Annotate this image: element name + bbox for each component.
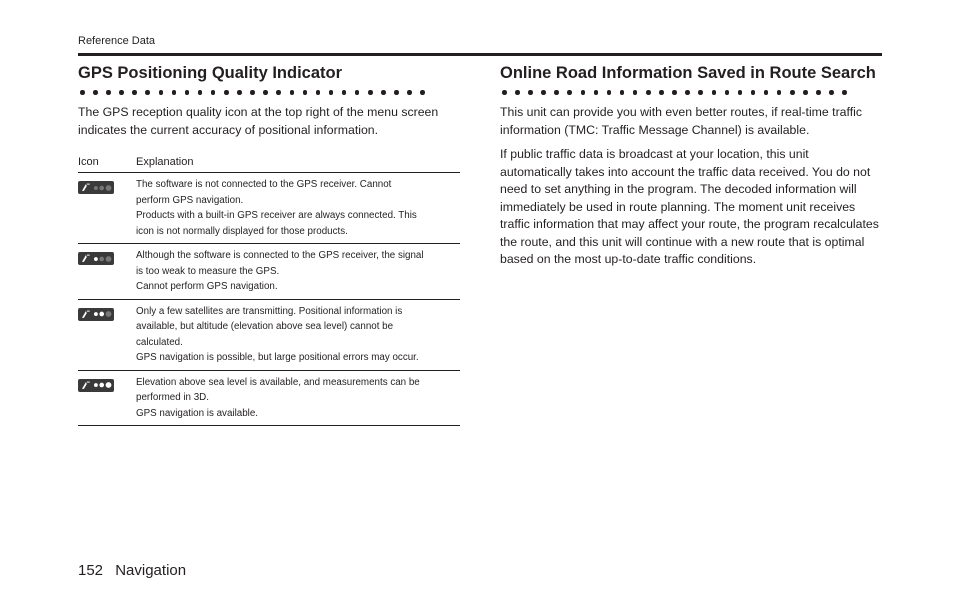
left-column [78, 60, 460, 426]
title-dot-divider [500, 90, 882, 96]
divider-dot [751, 90, 756, 95]
divider-dot [172, 90, 177, 95]
divider-dot [515, 90, 520, 95]
divider-dot [738, 90, 743, 95]
divider-dot [250, 90, 255, 95]
divider-dot [803, 90, 808, 95]
row-4-line-1: Elevation above sea level is available, and measurements can be [136, 376, 420, 388]
right-column [500, 60, 882, 269]
divider-dot [541, 90, 546, 95]
divider-dot [502, 90, 507, 95]
divider-dot [420, 90, 425, 95]
divider-dot [119, 90, 124, 95]
divider-dot [381, 90, 386, 95]
divider-dot [237, 90, 242, 95]
row-2-line-1: Although the software is connected to the GPS receiver, the signal [136, 250, 424, 261]
divider-dot [698, 90, 703, 95]
page-number: 152 [78, 562, 104, 579]
tmc-paragraph-1: This unit can provide you with even better routes, if real-time traffic information (TMC: Traffic Message Channel) is available. [500, 105, 863, 137]
divider-dot [329, 90, 334, 95]
divider-dot [725, 90, 730, 95]
row-1-line-2: perform GPS navigation. [136, 194, 244, 206]
table-header-row [78, 156, 460, 173]
divider-dot [303, 90, 308, 95]
divider-dot [263, 90, 268, 95]
divider-dot [290, 90, 295, 95]
divider-dot [554, 90, 559, 95]
divider-dot [659, 90, 664, 95]
row-3-line-1: Only a few satellites are transmitting. Positional information is [136, 305, 403, 317]
divider-dot [80, 90, 85, 95]
row-1-line-1: The software is not connected to the GPS receiver. Cannot [136, 179, 392, 190]
gps-weak-signal-icon [78, 252, 114, 265]
divider-dot [185, 90, 190, 95]
row-3-line-2: available, but altitude (elevation above sea level) cannot be [136, 321, 394, 332]
row-2-line-2: is too weak to measure the GPS. [136, 265, 280, 277]
table-row [78, 299, 460, 370]
title-dot-divider [78, 90, 460, 96]
divider-dot [93, 90, 98, 95]
divider-dot [355, 90, 360, 95]
divider-dot [224, 90, 229, 95]
row-3-line-3: calculated. [136, 336, 183, 348]
divider-dot [594, 90, 599, 95]
divider-dot [567, 90, 572, 95]
divider-dot [646, 90, 651, 95]
divider-dot [407, 90, 412, 95]
divider-dot [712, 90, 717, 95]
divider-dot [672, 90, 677, 95]
section-title-online-road-info: Online Road Information Saved in Route Search [500, 64, 876, 82]
divider-dot [777, 90, 782, 95]
divider-dot [842, 90, 847, 95]
divider-dot [764, 90, 769, 95]
tmc-paragraph-2: If public traffic data is broadcast at your location, this unit automatically takes into account the traffic data received. You do not need to set anything in the program. The decoded information will immediately be used in route planning. The moment unit receives traffic information that may affect your route, the program recalculates the route, and this unit will continue with a new route that is optimal based on the most up-to-date traffic conditions. [500, 147, 879, 266]
divider-dot [276, 90, 281, 95]
column-header-explanation: Explanation [136, 156, 460, 173]
divider-dot [198, 90, 203, 95]
divider-dot [132, 90, 137, 95]
table-row [78, 173, 460, 244]
divider-dot [159, 90, 164, 95]
divider-dot [790, 90, 795, 95]
row-4-line-2: performed in 3D. [136, 392, 209, 403]
table-row [78, 244, 460, 300]
divider-dot [368, 90, 373, 95]
divider-dot [581, 90, 586, 95]
divider-dot [106, 90, 111, 95]
row-2-line-3: Cannot perform GPS navigation. [136, 281, 278, 292]
gps-no-receiver-icon [78, 181, 114, 194]
divider-dot [145, 90, 150, 95]
gps-intro-paragraph: The GPS reception quality icon at the top right of the menu screen indicates the current accuracy of positional information. [78, 105, 439, 137]
header-rule [78, 53, 882, 56]
divider-dot [342, 90, 347, 95]
divider-dot [394, 90, 399, 95]
divider-dot [316, 90, 321, 95]
row-1-line-4: icon is not normally displayed for those products. [136, 225, 348, 237]
divider-dot [607, 90, 612, 95]
divider-dot [829, 90, 834, 95]
divider-dot [685, 90, 690, 95]
table-row [78, 370, 460, 426]
divider-dot [211, 90, 216, 95]
footer-section-name: Navigation [115, 562, 187, 579]
gps-2d-fix-icon [78, 308, 114, 321]
divider-dot [633, 90, 638, 95]
running-header: Reference Data [78, 35, 156, 47]
gps-3d-fix-icon [78, 379, 114, 392]
gps-icon-table [78, 156, 460, 426]
row-3-line-4: GPS navigation is possible, but large positional errors may occur. [136, 352, 419, 363]
divider-dot [528, 90, 533, 95]
row-4-line-3: GPS navigation is available. [136, 407, 258, 419]
section-title-gps-quality: GPS Positioning Quality Indicator [78, 64, 343, 82]
row-1-line-3: Products with a built-in GPS receiver are always connected. This [136, 210, 417, 221]
column-header-icon: Icon [78, 156, 136, 173]
divider-dot [620, 90, 625, 95]
divider-dot [816, 90, 821, 95]
page-footer [78, 562, 186, 579]
